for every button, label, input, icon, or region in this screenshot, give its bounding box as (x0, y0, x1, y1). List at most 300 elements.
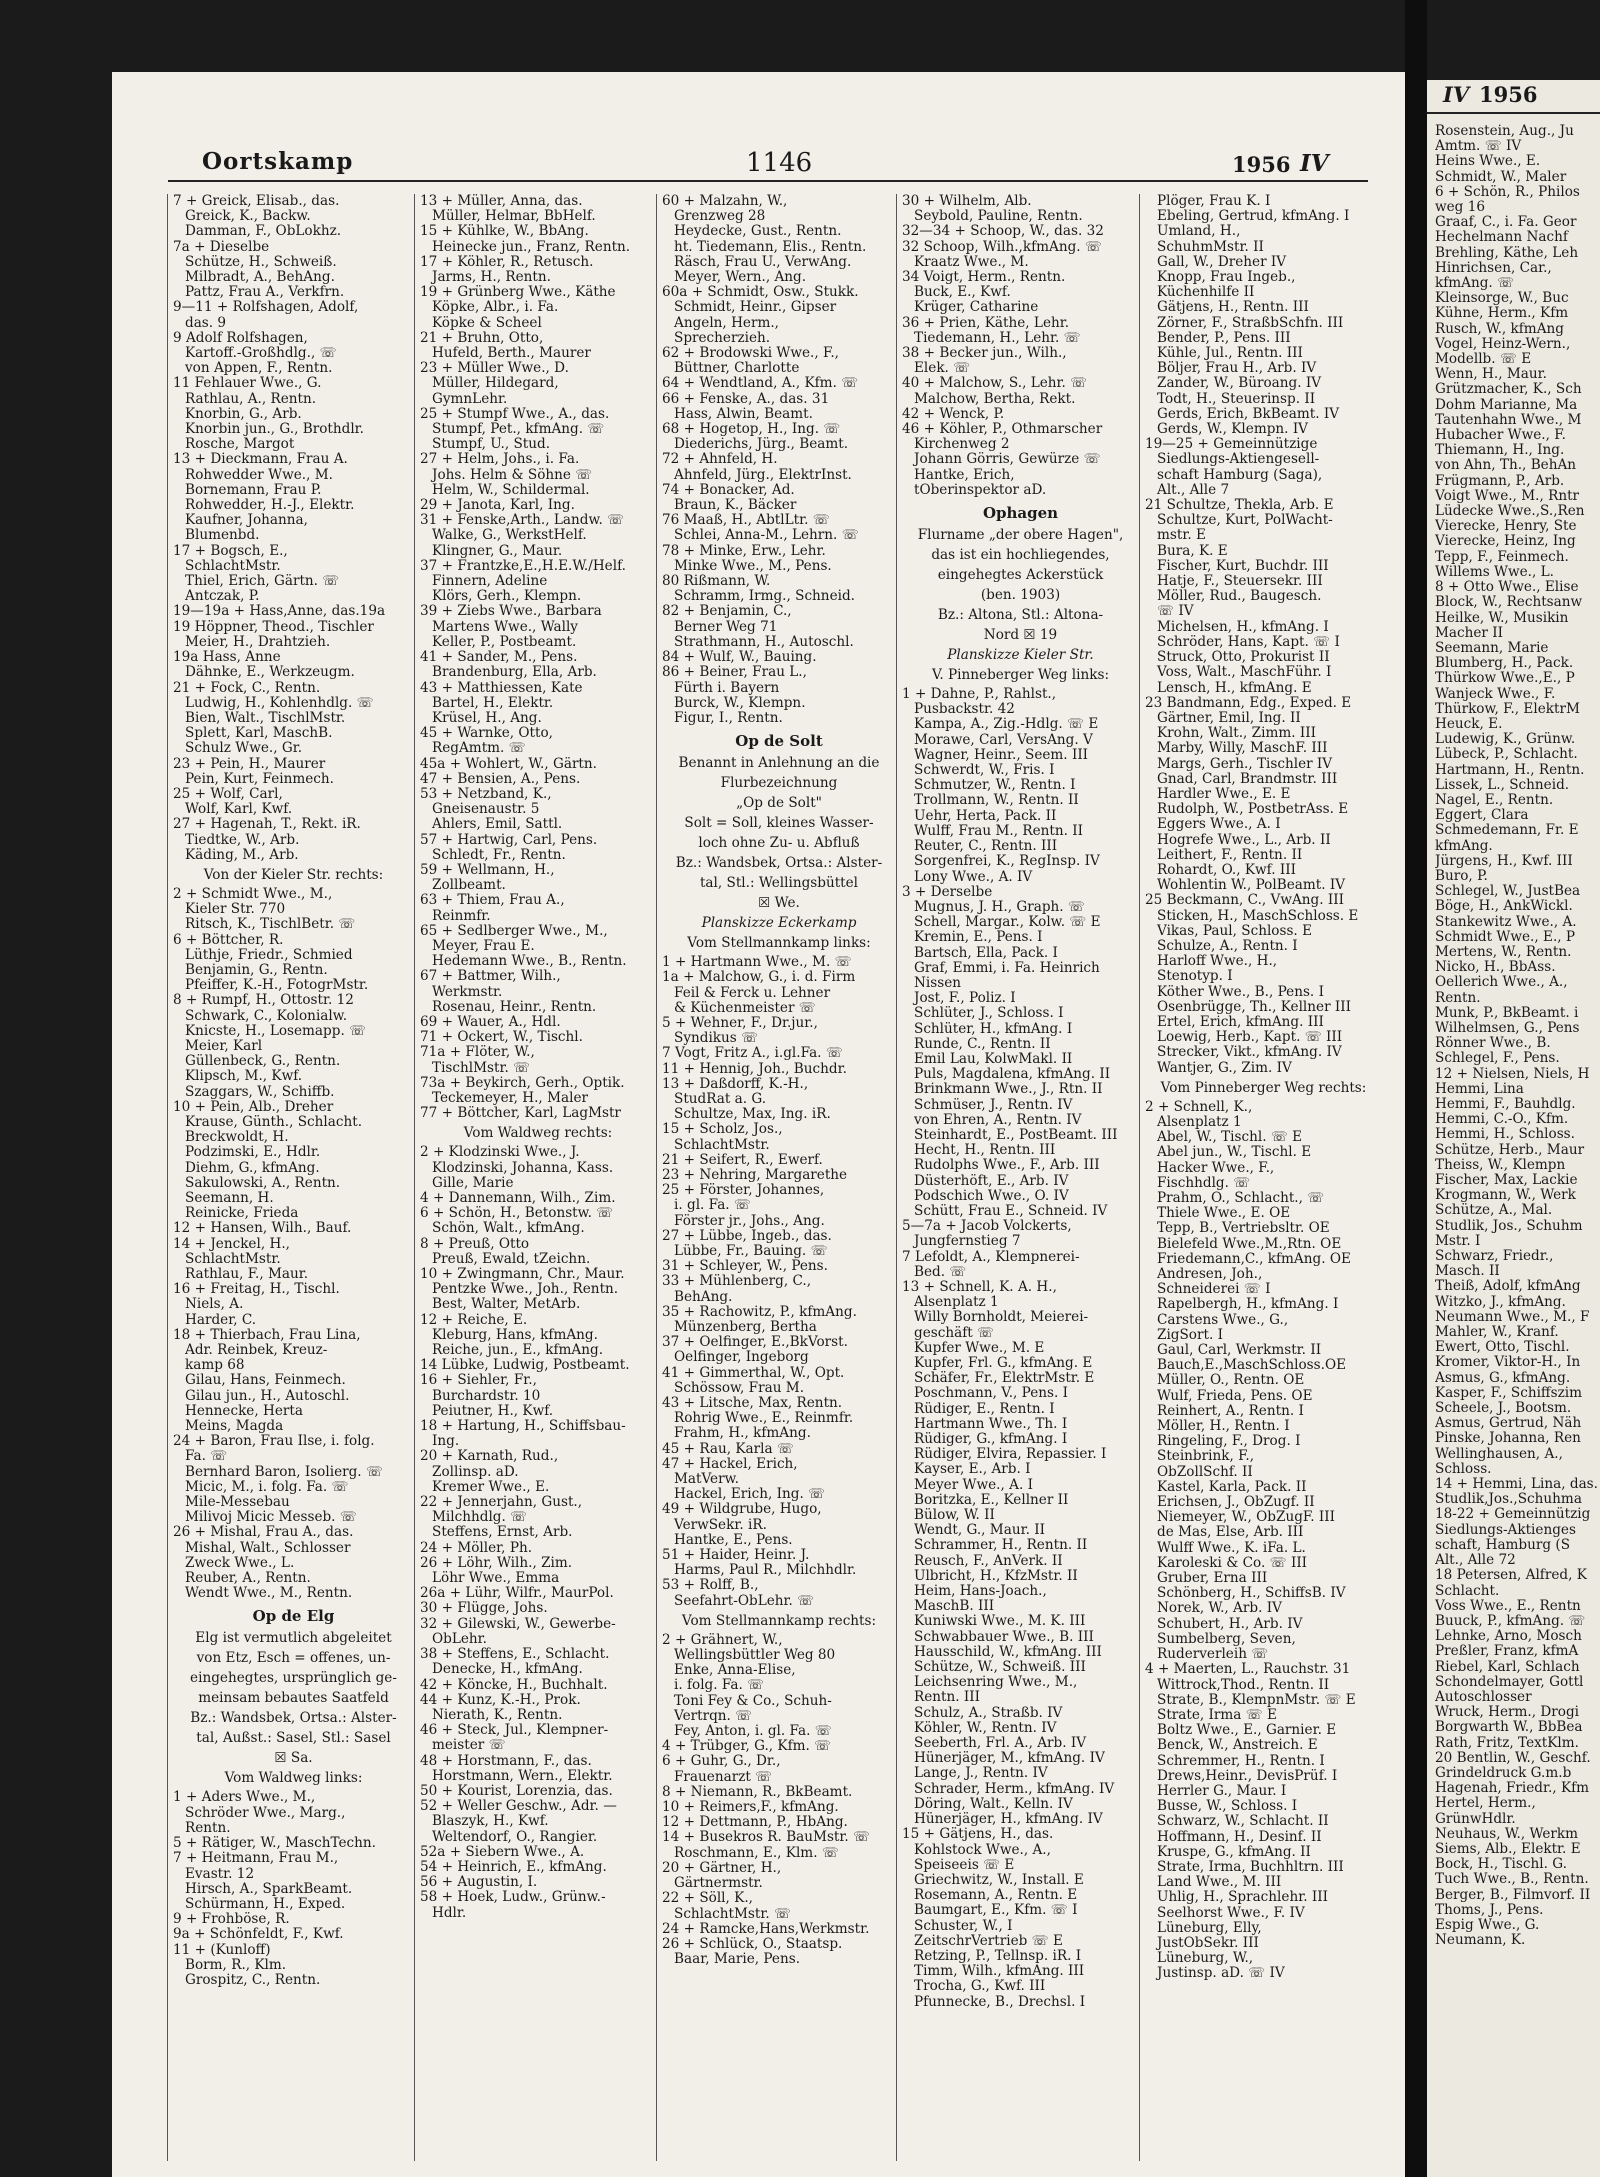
directory-entry: Bauch,E.,MaschSchloss.OE (1157, 1358, 1347, 1374)
section-subheading: Vom Stellmannkamp links: (687, 935, 871, 952)
directory-entry: SchlachtMstr. (185, 1251, 281, 1267)
adjacent-entry: Nagel, E., Rentn. (1435, 792, 1554, 808)
directory-entry: Hecht, H., Rentn. III (914, 1143, 1056, 1159)
directory-entry: Keller, P., Postbeamt. (432, 634, 577, 650)
directory-entry: Roschmann, E., Klm. ☏ (674, 1845, 839, 1861)
adjacent-entry: Fischer, Max, Lackie (1435, 1173, 1578, 1189)
directory-entry: Müller, Hildegard, (432, 376, 559, 392)
directory-entry: Erichsen, J., ObZugf. II (1157, 1495, 1315, 1511)
directory-entry: Gerds, Erich, BkBeamt. IV (1157, 406, 1340, 422)
directory-entry: Lüthje, Friedr., Schmied (185, 947, 353, 963)
directory-entry: Hogrefe Wwe., L., Arb. II (1157, 832, 1331, 848)
adjacent-entry: Dohm Marianne, Ma (1435, 397, 1578, 413)
directory-entry: Ringeling, F., Drog. I (1157, 1434, 1301, 1450)
directory-entry: Steinhardt, E., PostBeamt. III (914, 1127, 1118, 1143)
directory-entry: 42 + Wenck, P. (902, 406, 1005, 422)
directory-entry: Enke, Anna-Elise, (674, 1663, 796, 1679)
adjacent-entry: Rath, Fritz, TextKlm. (1435, 1735, 1579, 1751)
directory-entry: 69 + Wauer, A., Hdl. (420, 1014, 561, 1030)
directory-entry: Fürth i. Bayern (674, 680, 780, 696)
directory-entry: Schwerdt, W., Fris. I (914, 763, 1055, 779)
directory-entry: Schlüter, J., Schloss. I (914, 1006, 1064, 1022)
directory-entry: 5 + Rätiger, W., MaschTechn. (173, 1836, 376, 1852)
directory-entry: Prahm, O., Schlacht., ☏ (1157, 1191, 1325, 1206)
directory-entry: 37 + Frantzke,E.,H.E.W./Helf. (420, 558, 626, 574)
directory-entry: Sakulowski, A., Rentn. (185, 1175, 341, 1191)
directory-entry: Milchhdlg. ☏ (432, 1510, 528, 1526)
section-subheading: V. Pinneberger Weg links: (931, 667, 1110, 684)
directory-entry: Hantke, Erich, (914, 467, 1015, 483)
directory-entry: Splett, Karl, MaschB. (185, 726, 333, 742)
street-description: „Op de Solt" (736, 795, 822, 812)
directory-entry: GymnLehr. (432, 391, 508, 407)
directory-entry: 37 + Oelfinger, E.,BkVorst. (662, 1335, 848, 1351)
directory-entry: 25 + Wolf, Carl, (173, 786, 283, 802)
directory-entry: Bura, K. E (1157, 543, 1228, 559)
directory-entry: Brandenburg, Ella, Arb. (432, 665, 597, 681)
directory-entry: Podschich Wwe., O. IV (914, 1188, 1069, 1204)
directory-entry: 22 + Söll, K., (662, 1891, 753, 1907)
directory-entry: Schneiderei ☏ I (1157, 1282, 1271, 1298)
adjacent-entry: Rentn. (1435, 990, 1481, 1006)
adjacent-entry: Munk, P., BkBeamt. i (1435, 1005, 1579, 1021)
directory-entry: Toni Fey & Co., Schuh- (674, 1693, 832, 1709)
directory-entry: Schütze, H., Schweiß. (185, 254, 337, 270)
directory-entry: 20 + Karnath, Rud., (420, 1449, 559, 1465)
directory-entry: Hünerjäger, M., kfmAng. IV (914, 1751, 1105, 1767)
directory-entry: Krüsel, H., Ang. (432, 710, 542, 726)
adjacent-entry: Espig Wwe., G. (1435, 1917, 1540, 1933)
directory-entry: Schönberg, H., SchiffsB. IV (1157, 1586, 1346, 1602)
adjacent-entry: Eggert, Clara (1435, 808, 1529, 824)
directory-entry: Alsenplatz 1 (914, 1295, 999, 1311)
directory-entry: 15 + Scholz, Jos., (662, 1122, 783, 1138)
directory-entry: Jungfernstieg 7 (914, 1234, 1021, 1250)
adjacent-entry: Tautenhahn Wwe., M (1435, 412, 1582, 428)
adjacent-entry: Berger, B., Filmvorf. II (1435, 1887, 1591, 1903)
directory-entry: 71 + Ockert, W., Tischl. (420, 1030, 583, 1046)
directory-entry: 23 + Pein, H., Maurer (173, 756, 326, 772)
directory-entry: 18 + Thierbach, Frau Lina, (173, 1327, 361, 1343)
directory-page (112, 72, 1405, 2177)
directory-entry: 1 + Hartmann Wwe., M. ☏ (662, 955, 852, 971)
directory-entry: 45a + Wohlert, W., Gärtn. (420, 756, 597, 772)
map-reference: Planskizze Eckerkamp (701, 915, 857, 932)
street-description: von Etz, Esch = offenes, un- (196, 1650, 391, 1667)
directory-entry: Speiseeis ☏ E (914, 1857, 1015, 1873)
directory-entry: Krause, Günth., Schlacht. (185, 1114, 363, 1130)
directory-entry: 2 + Schnell, K., (1145, 1099, 1253, 1115)
directory-entry: 13 + Dieckmann, Frau A. (173, 452, 348, 468)
street-description: ☒ Sa. (274, 1750, 313, 1767)
adjacent-entry: Block, W., Rechtsanw (1435, 595, 1583, 611)
directory-entry: Abel, W., Tischl. ☏ E (1157, 1130, 1303, 1146)
directory-entry: Kremin, E., Pens. I (914, 930, 1043, 946)
directory-entry: 11 + (Kunloff) (173, 1942, 271, 1958)
adjacent-entry: Siems, Alb., Elektr. E (1435, 1841, 1581, 1857)
directory-entry: 56 + Augustin, I. (420, 1875, 538, 1891)
directory-entry: schaft Hamburg (Saga), (1157, 467, 1323, 483)
directory-entry: 12 + Reiche, E. (420, 1312, 528, 1328)
adjacent-entry: kfmAng. (1435, 838, 1493, 854)
directory-entry: Rosemann, A., Rentn. E (914, 1888, 1078, 1904)
directory-entry: Kraatz Wwe., M. (914, 254, 1029, 270)
adjacent-entry: Preßler, Franz, kfmA (1435, 1644, 1579, 1660)
adjacent-entry: Schütze, A., Mal. (1435, 1203, 1553, 1219)
adjacent-entry: Schondelmayer, Gottl (1435, 1674, 1584, 1690)
adjacent-entry: Witzko, J., kfmAng. (1435, 1294, 1566, 1310)
adjacent-entry: Pinske, Johanna, Ren (1435, 1431, 1581, 1447)
directory-entry: 25 + Stumpf Wwe., A., das. (420, 406, 610, 422)
directory-entry: Kuniwski Wwe., M. K. III (914, 1614, 1086, 1630)
directory-entry: 9—11 + Rolfshagen, Adolf, (173, 300, 359, 316)
adjacent-header-rule (1427, 112, 1600, 114)
directory-entry: Hackel, Erich, Ing. ☏ (674, 1487, 826, 1503)
directory-entry: 57 + Hartwig, Carl, Pens. (420, 832, 598, 848)
directory-entry: 10 + Pein, Alb., Dreher (173, 1099, 334, 1115)
directory-entry: Fa. ☏ (185, 1449, 228, 1465)
adjacent-entry: Tuch Wwe., B., Rentn. (1435, 1872, 1589, 1888)
directory-entry: Retzing, P., Tellnsp. iR. I (914, 1948, 1082, 1964)
directory-entry: Reiche, jun., E., kfmAng. (432, 1343, 604, 1359)
directory-entry: Schütze, W., Schweiß. III (914, 1660, 1086, 1676)
directory-entry: Syndikus ☏ (674, 1031, 759, 1047)
directory-entry: 40 + Malchow, S., Lehr. ☏ (902, 376, 1088, 392)
directory-entry: Hardler Wwe., E. E (1157, 786, 1291, 802)
directory-entry: Reuter, C., Rentn. III (914, 839, 1058, 855)
street-heading: Op de Solt (735, 732, 823, 751)
directory-entry: Pentzke Wwe., Joh., Rentn. (432, 1282, 619, 1298)
directory-entry: 41 + Gimmerthal, W., Opt. (662, 1365, 845, 1381)
directory-entry: 22 + Jennerjahn, Gust., (420, 1495, 583, 1511)
directory-entry: Evastr. 12 (185, 1866, 255, 1882)
directory-entry: Plöger, Frau K. I (1157, 194, 1271, 209)
directory-entry: Schulz Wwe., Gr. (185, 741, 303, 757)
directory-entry: 59 + Wellmann, H., (420, 862, 555, 878)
directory-entry: 52 + Weller Geschw., Adr. — (420, 1799, 617, 1815)
street-description: meinsam bebautes Saatfeld (198, 1690, 389, 1707)
directory-entry: Schultze, Kurt, PolWacht- (1157, 513, 1333, 529)
directory-entry: Graf, Emmi, i. Fa. Heinrich (914, 960, 1100, 976)
directory-entry: Schmidt, Heinr., Gipser (674, 300, 837, 316)
directory-entry: Burchardstr. 10 (432, 1388, 541, 1404)
directory-entry: Steinbrink, F., (1157, 1449, 1255, 1465)
adjacent-entry: Thürkow, F., ElektrM (1435, 701, 1580, 717)
directory-entry: Ing. (432, 1434, 460, 1450)
directory-entry: Alt., Alle 7 (1157, 482, 1230, 498)
adjacent-entry: Kasper, F., Schiffszim (1435, 1385, 1582, 1401)
directory-entry: 3 + Derselbe (902, 884, 993, 900)
directory-entry: 46 + Köhler, P., Othmarscher (902, 422, 1103, 438)
adjacent-entry: Böge, H., AnkWickl. (1435, 899, 1573, 915)
directory-entry: Gaul, Carl, Werkmstr. II (1157, 1343, 1322, 1359)
directory-entry: 52a + Siebern Wwe., A. (420, 1844, 585, 1860)
directory-entry: 7 Lefoldt, A., Klempnerei- (902, 1249, 1080, 1265)
directory-entry: Sorgenfrei, K., RegInsp. IV (914, 854, 1100, 870)
directory-entry: 26 + Löhr, Wilh., Zim. (420, 1555, 573, 1571)
directory-entry: Schröder, Hans, Kapt. ☏ I (1157, 634, 1340, 650)
directory-entry: Klipsch, M., Kwf. (185, 1069, 303, 1085)
directory-entry: RegAmtm. ☏ (432, 741, 526, 757)
directory-entry: 26 + Schlück, O., Staatsp. (662, 1936, 843, 1952)
adjacent-entry: Neuhaus, W., Werkm (1435, 1826, 1579, 1842)
directory-entry: Müller, Helmar, BbHelf. (432, 209, 596, 225)
adjacent-entry: Theiss, W., Klempn (1435, 1157, 1566, 1173)
directory-entry: 20 + Gärtner, H., (662, 1860, 782, 1876)
directory-entry: Abel jun., W., Tischl. E (1157, 1145, 1312, 1161)
directory-entry: Schmutzer, W., Rentn. I (914, 778, 1076, 794)
directory-entry: Rudolphs Wwe., F., Arb. III (914, 1158, 1100, 1174)
directory-entry: Podzimski, E., Hdlr. (185, 1145, 321, 1161)
directory-entry: 30 + Flügge, Johs. (420, 1601, 548, 1617)
directory-entry: 2 + Klodzinski Wwe., J. (420, 1145, 580, 1161)
directory-entry: 48 + Horstmann, F., das. (420, 1753, 592, 1769)
adjacent-entry: Thürkow Wwe.,E., P (1435, 671, 1575, 687)
adjacent-entry: Borgwarth W., BbBea (1435, 1720, 1583, 1736)
directory-entry: 39 + Ziebs Wwe., Barbara (420, 604, 602, 620)
directory-entry: Seelhorst Wwe., F. IV (1157, 1905, 1305, 1921)
directory-entry: Gärtner, Emil, Ing. II (1157, 710, 1301, 726)
directory-entry: SchlachtMstr. (185, 558, 281, 574)
directory-entry: ObLehr. (432, 1631, 487, 1647)
directory-entry: Bartsch, Ella, Pack. I (914, 945, 1058, 961)
directory-entry: Seemann, H. (185, 1191, 274, 1206)
directory-entry: Bülow, W. II (914, 1508, 995, 1524)
adjacent-entry: Mertens, W., Rentn. (1435, 944, 1572, 960)
adjacent-entry: Hemmi, Lina (1435, 1081, 1524, 1097)
directory-entry: Vertrqn. ☏ (674, 1708, 753, 1724)
directory-entry: Uehr, Herta, Pack. II (914, 808, 1057, 824)
directory-entry: Antczak, P. (185, 589, 260, 605)
directory-entry: 24 + Baron, Frau Ilse, i. folg. (173, 1434, 375, 1450)
directory-entry: TischlMstr. ☏ (432, 1060, 531, 1076)
directory-entry: SchlachtMstr. (674, 1137, 770, 1153)
directory-entry: 50 + Kourist, Lorenzia, das. (420, 1783, 613, 1799)
directory-entry: 44 + Kunz, K.-H., Prok. (420, 1692, 581, 1708)
street-description: tal, Außst.: Sasel, Stl.: Sasel (196, 1730, 391, 1747)
directory-entry: 84 + Wulf, W., Bauing. (662, 650, 817, 666)
street-description: Bz.: Wandsbek, Ortsa.: Alster- (675, 855, 883, 872)
directory-entry: i. gl. Fa. ☏ (674, 1198, 751, 1214)
directory-entry: JustObSekr. III (1157, 1935, 1259, 1951)
directory-entry: Sumbelberg, Seven, (1157, 1631, 1296, 1647)
adjacent-entry: Kromer, Viktor-H., In (1435, 1355, 1581, 1371)
directory-entry: Preuß, Ewald, tZeichn. (432, 1251, 591, 1267)
adjacent-entry: Voigt Wwe., M., Rntr (1435, 488, 1580, 504)
adjacent-entry: Voss Wwe., E., Rentn (1435, 1598, 1581, 1614)
directory-entry: Mugnus, J. H., Graph. ☏ (914, 899, 1085, 915)
directory-entry: 27 + Hagenah, T., Rekt. iR. (173, 817, 361, 833)
directory-entry: 53 + Netzband, K., (420, 786, 552, 802)
directory-entry: 51 + Haider, Heinr. J. (662, 1548, 810, 1564)
adjacent-entry: Schwarz, Friedr., (1435, 1249, 1554, 1265)
directory-entry: 5 + Wehner, F., Dr.jur., (662, 1015, 818, 1031)
directory-entry: Rapelbergh, H., kfmAng. I (1157, 1297, 1339, 1313)
street-description: Bz.: Wandsbek, Ortsa.: Alster- (190, 1710, 397, 1727)
directory-entry: Seefahrt-ObLehr. ☏ (674, 1593, 815, 1609)
directory-entry: Morawe, Carl, VersAng. V (914, 732, 1093, 748)
adjacent-entry: Neumann, K. (1435, 1933, 1526, 1949)
directory-entry: Dähnke, E., Werkzeugm. (185, 665, 355, 681)
directory-entry: 1 + Dahne, P., Rahlst., (902, 687, 1057, 703)
page-header-region: IV (1300, 150, 1329, 177)
directory-entry: 17 + Bogsch, E., (173, 543, 288, 559)
directory-entry: 47 + Bensien, A., Pens. (420, 771, 581, 787)
adjacent-entry: Hartmann, H., Rentn. (1435, 762, 1585, 778)
directory-entry: Förster jr., Johs., Ang. (674, 1213, 825, 1229)
directory-entry: Boltz Wwe., E., Garnier. E (1157, 1723, 1337, 1739)
page-header-street: Oortskamp (202, 148, 354, 175)
directory-entry: 19—19a + Hass,Anne, das.19a (173, 604, 386, 620)
street-description: Benannt in Anlehnung an die (678, 755, 880, 772)
directory-entry: 67 + Battmer, Wilh., (420, 969, 561, 985)
directory-entry: ht. Tiedemann, Elis., Rentn. (674, 239, 867, 255)
street-description: Nord ☒ 19 (983, 627, 1058, 644)
street-heading: Ophagen (982, 504, 1059, 523)
adjacent-entry: Frügmann, P., Arb. (1435, 473, 1565, 489)
column-5 (1139, 194, 1382, 2161)
directory-entry: StudRat a. G. (674, 1091, 767, 1107)
directory-entry: 5—7a + Jacob Volckerts, (902, 1219, 1072, 1235)
adjacent-entry: Heilke, W., Musikin (1435, 610, 1569, 626)
directory-entry: Hartmann Wwe., Th. I (914, 1416, 1068, 1432)
directory-entry: Rohrig Wwe., E., Reinmfr. (674, 1411, 854, 1427)
directory-entry: Breckwoldt, H. (185, 1130, 289, 1146)
directory-entry: Strecker, Vikt., kfmAng. IV (1157, 1045, 1342, 1061)
street-description: Solt = Soll, kleines Wasser- (684, 815, 874, 832)
adjacent-entry: von Ahn, Th., BehAn (1435, 458, 1577, 474)
directory-entry: Heinecke jun., Franz, Rentn. (432, 239, 631, 255)
adjacent-entry: Buuck, P., kfmAng. ☏ (1435, 1613, 1586, 1629)
directory-entry: Jarms, H., Rentn. (432, 270, 551, 286)
directory-entry: 8 + Preuß, Otto (420, 1236, 530, 1252)
directory-entry: Möller, H., Rentn. I (1157, 1419, 1290, 1435)
directory-entry: Gneisenaustr. 5 (432, 802, 540, 818)
directory-entry: Kühle, Jul., Rentn. III (1157, 346, 1303, 362)
directory-entry: Knorbin, G., Arb. (185, 406, 302, 422)
directory-entry: 76 Maaß, H., AbtlLtr. ☏ (662, 513, 830, 529)
directory-entry: Bien, Walt., TischlMstr. (185, 710, 346, 726)
directory-entry: Räsch, Frau U., VerwAng. (674, 254, 852, 270)
directory-entry: Kirchenweg 2 (914, 437, 1010, 453)
directory-entry: Schledt, Fr., Rentn. (432, 847, 566, 863)
directory-entry: MatVerw. (674, 1472, 739, 1488)
directory-entry: Buck, E., Kwf. (914, 285, 1011, 301)
directory-entry: 10 + Reimers,F., kfmAng. (662, 1800, 839, 1816)
directory-entry: 7 + Greick, Elisab., das. (173, 194, 340, 209)
directory-entry: 25 + Förster, Johannes, (662, 1183, 825, 1199)
directory-entry: 35 + Rachowitz, P., kfmAng. (662, 1304, 857, 1320)
adjacent-entry: Asmus, G., kfmAng. (1435, 1370, 1571, 1386)
adjacent-entry: Theiß, Adolf, kfmAng (1435, 1279, 1581, 1295)
directory-entry: Zweck Wwe., L. (185, 1555, 295, 1571)
directory-entry: Rosenau, Heinr., Rentn. (432, 999, 597, 1015)
directory-entry: Helm, W., Schildermal. (432, 482, 590, 498)
directory-entry: 33 + Mühlenberg, C., (662, 1274, 812, 1290)
adjacent-entry: Mstr. I (1435, 1233, 1481, 1249)
directory-entry: Hdlr. (432, 1905, 467, 1921)
directory-entry: Ruderverleih ☏ (1157, 1647, 1269, 1663)
directory-entry: 26 + Mishal, Frau A., das. (173, 1525, 354, 1541)
directory-entry: Möller, Rud., Baugesch. (1157, 589, 1322, 605)
directory-entry: Rüdiger, E., Rentn. I (914, 1401, 1055, 1417)
directory-entry: ObZollSchf. II (1157, 1464, 1253, 1480)
adjacent-entry: Schlegel, W., JustBea (1435, 884, 1581, 900)
directory-entry: 54 + Heinrich, E., kfmAng. (420, 1859, 607, 1875)
directory-entry: Minke Wwe., M., Pens. (674, 558, 832, 574)
directory-entry: Wittrock,Thod., Rentn. II (1157, 1677, 1330, 1693)
adjacent-entry: Riebel, Karl, Schlach (1435, 1659, 1580, 1675)
directory-entry: Schrader, Herm., kfmAng. IV (914, 1781, 1115, 1797)
directory-entry: Lensch, H., kfmAng. E (1157, 680, 1312, 696)
directory-entry: 8 + Niemann, R., BkBeamt. (662, 1784, 853, 1800)
directory-entry: Griechwitz, W., Install. E (914, 1872, 1084, 1888)
adjacent-entry: Stankewitz Wwe., A. (1435, 914, 1577, 930)
directory-entry: 21 Schultze, Theklа, Arb. E (1145, 498, 1334, 514)
directory-entry: Zollbeamt. (432, 878, 506, 894)
directory-entry: Weltendorf, O., Rangier. (432, 1829, 598, 1845)
adjacent-entry: Buro, P. (1435, 868, 1488, 884)
directory-entry: Mishal, Walt., Schlosser (185, 1540, 351, 1556)
directory-entry: meister ☏ (432, 1738, 506, 1754)
directory-entry: Schubert, H., Arb. IV (1157, 1616, 1303, 1632)
directory-entry: Wohlentin W., PolBeamt. IV (1157, 878, 1346, 894)
adjacent-entry: Asmus, Gertrud, Näh (1435, 1416, 1582, 1432)
directory-entry: Böljer, Frau H., Arb. IV (1157, 361, 1317, 377)
directory-entry: Niemeyer, W., ObZugF. III (1157, 1510, 1335, 1526)
directory-entry: Land Wwe., M. III (1157, 1875, 1282, 1891)
adjacent-entry: Hemmi, C.-O., Kfm. (1435, 1112, 1569, 1128)
directory-entry: Drews,Heinr., DevisPrüf. I (1157, 1768, 1338, 1784)
directory-entry: von Ehren, A., Rentn. IV (914, 1112, 1082, 1128)
directory-entry: 29 + Janota, Karl, Ing. (420, 498, 575, 514)
directory-entry: Strathmann, H., Autoschl. (674, 634, 854, 650)
directory-entry: Küchenhilfe II (1157, 285, 1255, 301)
directory-entry: Kastel, Karla, Pack. II (1157, 1479, 1307, 1495)
page-number: 1146 (746, 148, 813, 178)
directory-entry: Gruber, Erna III (1157, 1571, 1268, 1587)
directory-entry: Boritzka, E., Kellner II (914, 1492, 1069, 1508)
directory-entry: Hedemann Wwe., B., Rentn. (432, 954, 627, 970)
directory-entry: Krohn, Walt., Zimm. III (1157, 726, 1316, 742)
adjacent-entry: Jürgens, H., Kwf. III (1435, 853, 1573, 869)
directory-entry: Harms, Paul R., Milchhdlr. (674, 1563, 857, 1579)
directory-entry: 45 + Warnke, Otto, (420, 726, 553, 742)
adjacent-entry: Schloss. (1435, 1461, 1492, 1477)
directory-entry: Stenotyp. I (1157, 969, 1233, 985)
directory-entry: Tepp, B., Vertriebsltr. OE (1157, 1221, 1330, 1237)
directory-entry: 26a + Lühr, Wilfr., MaurPol. (420, 1586, 614, 1602)
adjacent-entry: Lübeck, P., Schlacht. (1435, 747, 1578, 763)
directory-entry: Runde, C., Rentn. II (914, 1036, 1051, 1052)
directory-entry: 30 + Wilhelm, Alb. (902, 194, 1032, 209)
section-subheading: Vom Waldweg rechts: (463, 1125, 613, 1142)
directory-entry: Güllenbeck, G., Rentn. (185, 1054, 341, 1070)
directory-entry: 9a + Schönfeldt, F., Kwf. (173, 1927, 344, 1943)
section-subheading: Vom Pinneberger Weg rechts: (1160, 1079, 1367, 1096)
directory-entry: Löhr Wwe., Emma (432, 1571, 560, 1587)
directory-entry: Kayser, E., Arb. I (914, 1462, 1031, 1478)
directory-entry: Johs. Helm & Söhne ☏ (432, 467, 593, 483)
adjacent-entry: Ludewig, K., Grünw. (1435, 732, 1576, 748)
directory-entry: Best, Walter, MetArb. (432, 1297, 581, 1313)
directory-entry: Heydecke, Gust., Rentn. (674, 224, 842, 240)
directory-entry: 4 + Trübger, G., Kfm. ☏ (662, 1739, 832, 1755)
directory-entry: 12 + Hansen, Wilh., Bauf. (173, 1221, 352, 1237)
directory-entry: Hass, Alwin, Beamt. (674, 406, 813, 422)
directory-entry: 6 + Guhr, G., Dr., (662, 1754, 781, 1770)
directory-entry: Wendt Wwe., M., Rentn. (185, 1586, 353, 1602)
